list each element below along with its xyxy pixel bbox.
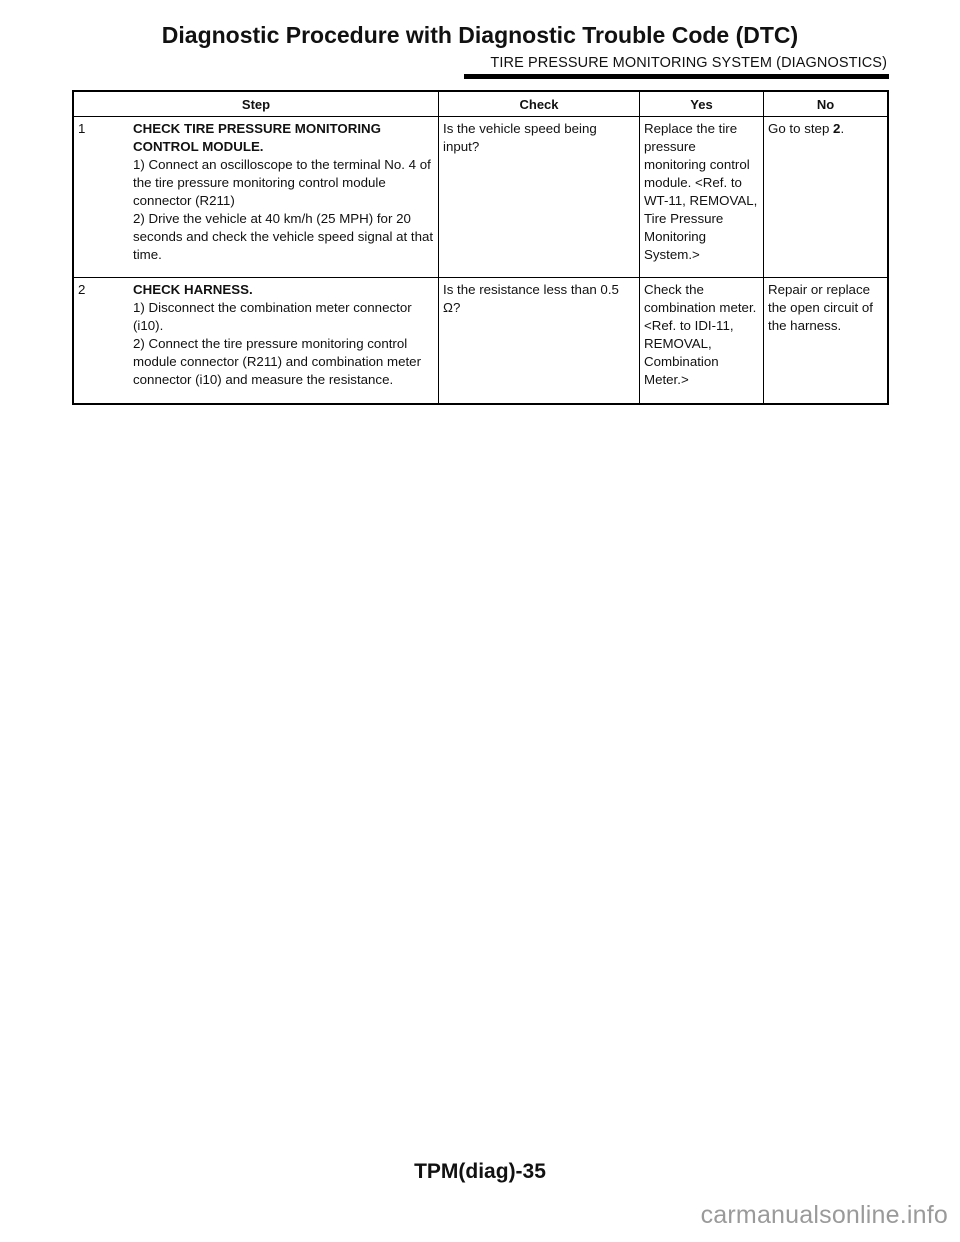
no-cell — [764, 117, 887, 277]
step-cell — [74, 117, 439, 277]
yes-cell: Check the combination meter. <Ref. to IDI-11, REMOVAL, Combination Meter.> — [640, 278, 764, 403]
step-link[interactable]: 2 — [833, 121, 841, 136]
step-content — [133, 120, 434, 273]
table-row — [74, 278, 887, 403]
procedure-line: 2) Connect the tire pressure monitoring control module connector (R211) and combination meter connector (i10) and measure the resistance. — [133, 336, 422, 387]
procedure-table — [72, 90, 889, 405]
yes-cell: Replace the tire pressure monitoring control module. <Ref. to WT-11, REMOVAL, Tire Pressure Monitoring System.> — [640, 117, 764, 277]
check-cell: Is the vehicle speed being input? — [439, 117, 640, 277]
table-row — [74, 117, 887, 278]
no-cell: Repair or replace the open circuit of the harness. — [768, 282, 873, 333]
column-header-step: Step — [74, 92, 439, 116]
section-title: TIRE PRESSURE MONITORING SYSTEM (DIAGNOSTICS) — [490, 55, 887, 71]
table-header — [74, 92, 887, 117]
step-number: 2 — [78, 282, 86, 297]
step-number: 1 — [78, 121, 86, 136]
procedure-line: 1) Disconnect the combination meter connector (i10). — [133, 300, 412, 333]
page-number: TPM(diag)-35 — [414, 1160, 546, 1183]
no-suffix: . — [840, 121, 845, 136]
column-header-check: Check — [439, 92, 640, 116]
check-cell: Is the resistance less than 0.5 Ω? — [439, 278, 640, 403]
step-content — [133, 281, 434, 399]
procedure-line: 1) Connect an oscilloscope to the terminal No. 4 of the tire pressure monitoring control module connector (R211) — [133, 157, 431, 208]
column-header-no: No — [816, 96, 835, 112]
header-rule — [464, 74, 889, 79]
no-prefix: Go to step — [768, 121, 834, 136]
column-header-yes: Yes — [640, 92, 764, 116]
step-cell — [74, 278, 439, 403]
watermark: carmanualsonline.info — [700, 1201, 948, 1229]
page-title: Diagnostic Procedure with Diagnostic Trouble Code (DTC) — [161, 22, 799, 48]
procedure-line: 2) Drive the vehicle at 40 km/h (25 MPH) for 20 seconds and check the vehicle speed signal at that time. — [133, 211, 434, 262]
step-title: CHECK TIRE PRESSURE MONITORING CONTROL MODULE. — [133, 121, 381, 154]
step-title: CHECK HARNESS. — [133, 282, 253, 297]
